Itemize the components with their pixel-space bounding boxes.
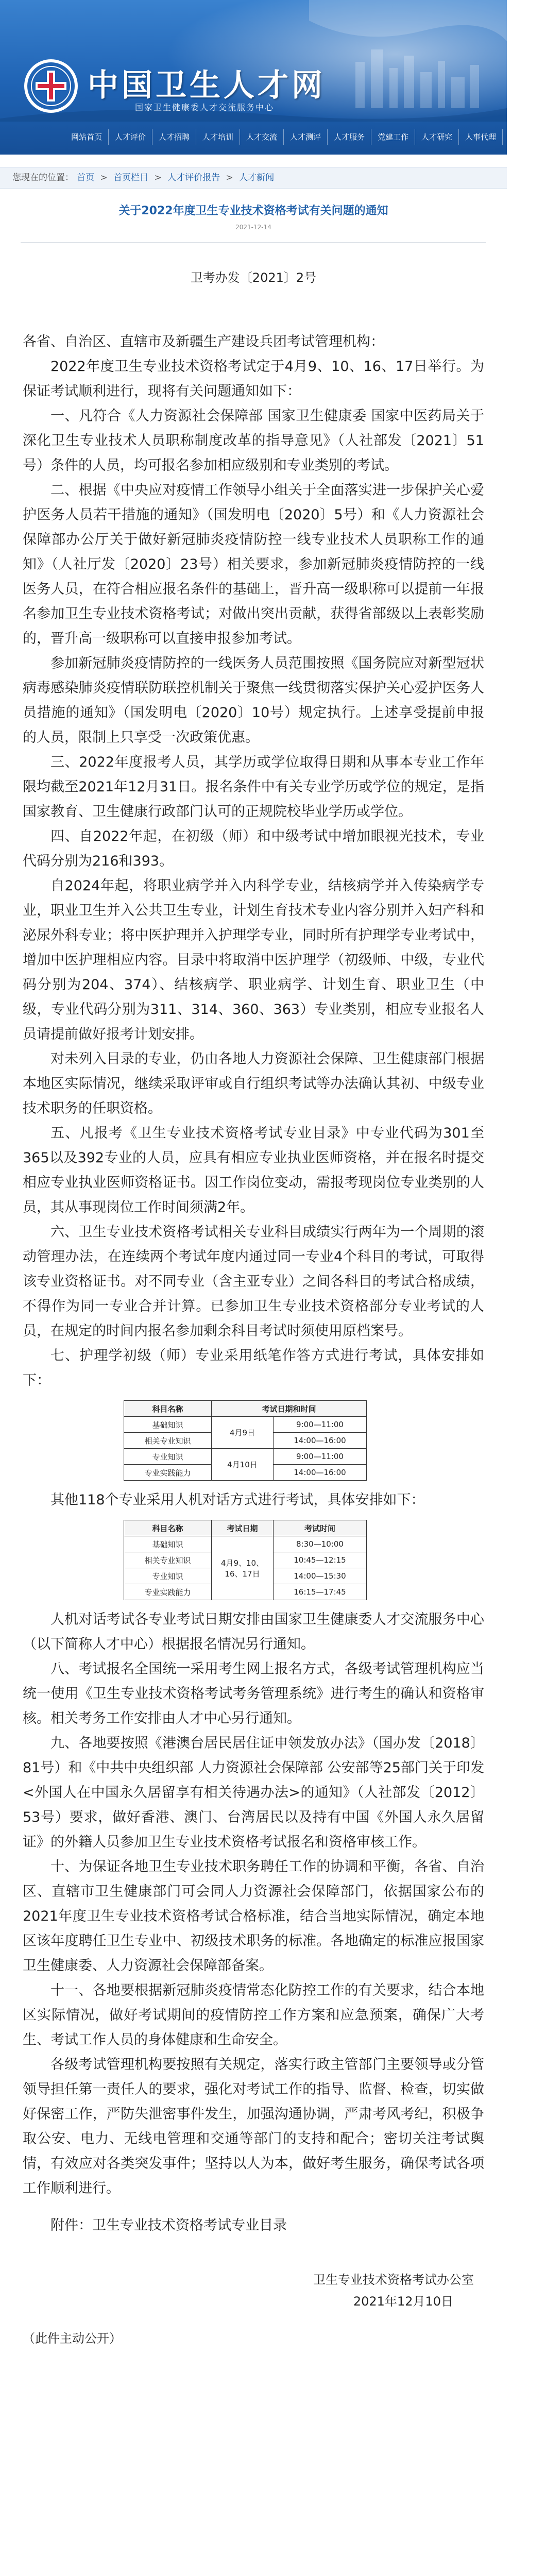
disclosure-note: （此件主动公开） — [23, 2331, 122, 2346]
table-row — [124, 1449, 367, 1465]
table-header-cell: 考试日期 — [212, 1520, 274, 1536]
table-cell: 基础知识 — [124, 1417, 212, 1433]
table-cell: 基础知识 — [124, 1536, 212, 1552]
table-cell: 10:45—12:15 — [274, 1552, 367, 1568]
table-row — [124, 1417, 367, 1433]
table-header-cell: 科目名称 — [124, 1520, 212, 1536]
site-title[interactable]: 中国卫生人才网 — [88, 67, 326, 104]
article-paragraph: 2022年度卫生专业技术资格考试定于4月9、10、16、17日举行。为保证考试顺利进行，现将有关问题通知如下： — [23, 359, 484, 399]
table-cell: 专业知识 — [124, 1568, 212, 1584]
nav-item-research[interactable]: 人才研究 — [415, 129, 459, 145]
signature-org: 卫生专业技术资格考试办公室 — [313, 2273, 474, 2287]
nav-item-training[interactable]: 人才培训 — [196, 129, 240, 145]
breadcrumb-separator: > — [100, 173, 108, 183]
table-header-row — [124, 1520, 367, 1536]
nav-item-home[interactable]: 网站首页 — [65, 129, 109, 145]
title-divider — [21, 242, 486, 243]
breadcrumb — [0, 167, 507, 189]
main-nav — [0, 122, 540, 152]
table-cell: 14:00—16:00 — [274, 1433, 367, 1449]
article-paragraph: 四、自2022年起，在初级（师）和中级考试中增加眼视光技术，专业代码分别为216和393。 — [23, 828, 484, 869]
table-cell: 14:00—15:30 — [274, 1568, 367, 1584]
article-paragraph: 九、各地要按照《港澳台居民居住证申领发放办法》（国办发〔2018〕81号）和《中共中央组织部 人力资源社会保障部 公安部等25部门关于印发<外国人在中国永久居留享有相关待遇办法>的通知》（人社部发〔2012〕53号）要求，做好香港、澳门、台湾居民以及持有中国《外国人永久居留证》的外籍人员参加卫生专业技术资格考试报名和资格审核工作。 — [23, 1735, 484, 1850]
signature-block — [23, 2269, 484, 2312]
breadcrumb-column[interactable]: 首页栏目 — [113, 173, 149, 183]
nav-item-recruitment[interactable]: 人才招聘 — [152, 129, 196, 145]
table-cell: 相关专业知识 — [124, 1552, 212, 1568]
nav-item-about[interactable]: 关于我们 — [509, 132, 540, 142]
article-paragraph: 各级考试管理机构要按照有关规定，落实行政主管部门主要领导或分管领导担任第一责任人的要求，强化对考试工作的指导、监督、检查，切实做好保密工作，严防失泄密事件发生，加强沟通协调，严肃考风考纪，积极争取公安、电力、无线电管理和交通等部门的支持和配合；密切关注考试舆情，有效应对各类突发事件；坚持以人为本，做好考生服务，确保考试各项工作顺利进行。 — [23, 2057, 484, 2196]
table-cell: 专业知识 — [124, 1449, 212, 1465]
article-paragraph: 二、根据《中央应对疫情工作领导小组关于全面落实进一步保护关心爱护医务人员若干措施的通知》（国发明电〔2020〕5号）和《人力资源社会保障部办公厅关于做好新冠肺炎疫情防控一线专业技术人员职称工作的通知》（人社厅发〔2020〕23号）相关要求，参加新冠肺炎疫情防控的一线医务人员，在符合相应报名条件的基础上，晋升高一级职称可以提前一年报名参加卫生专业技术资格考试；对做出突出贡献，获得省部级以上表彰奖励的，晋升高一级职称可以直接申报参加考试。 — [23, 482, 484, 647]
paper-exam-schedule-table — [124, 1400, 367, 1481]
table-row — [124, 1536, 367, 1552]
table-cell: 专业实践能力 — [124, 1465, 212, 1481]
article-paragraph: 各省、自治区、直辖市及新疆生产建设兵团考试管理机构： — [23, 334, 384, 350]
article-paragraph: 三、2022年度报考人员，其学历或学位取得日期和从事本专业工作年限均截至2021年12月31日。报名条件中有关专业学历或学位的规定，是指国家教育、卫生健康行政部门认可的正规院校毕业学历或学位。 — [23, 754, 484, 820]
article-paragraph: 自2024年起，将职业病学并入内科学专业，结核病学并入传染病学专业，职业卫生并入公共卫生专业，计划生育技术专业内容分别并入妇产科和泌尿外科专业；将中医护理并入护理学专业，同时所有护理学专业考试中，增加中医护理相应内容。目录中将取消中医护理学（初级师、中级，专业代码分别为204、374）、结核病学、职业病学、计划生育、职业卫生（中级，专业代码分别为311、314、360、363）专业类别，相应专业报名人员请提前做好报考计划安排。 — [23, 878, 484, 1042]
site-header — [0, 0, 540, 155]
table-cell: 9:00—11:00 — [274, 1449, 367, 1465]
nav-item-evaluation[interactable]: 人才评价 — [109, 129, 152, 145]
table-header-cell: 考试时间 — [274, 1520, 367, 1536]
nav-item-service[interactable]: 人才服务 — [328, 129, 371, 145]
article-paragraph: 对未列入目录的专业，仍由各地人力资源社会保障、卫生健康部门根据本地区实际情况，继续采取评审或自行组织考试等办法确认其初、中级专业技术职务的任职资格。 — [23, 1051, 484, 1116]
logo-emblem-icon — [23, 58, 79, 114]
table-cell: 4月9日 — [212, 1417, 274, 1449]
table-cell: 4月9、10、16、17日 — [212, 1536, 274, 1600]
nav-item-party[interactable]: 党建工作 — [371, 129, 415, 145]
signature-date: 2021年12月10日 — [353, 2294, 453, 2309]
breadcrumb-evaluation[interactable]: 人才评价报告 — [167, 173, 220, 183]
table-cell: 相关专业知识 — [124, 1433, 212, 1449]
breadcrumb-news[interactable]: 人才新闻 — [239, 173, 275, 183]
article-paragraph: 一、凡符合《人力资源社会保障部 国家卫生健康委 国家中医药局关于深化卫生专业技术人员职称制度改革的指导意见》（人社部发〔2021〕51号）条件的人员，均可报名参加相应级别和专业类别的考试。 — [23, 408, 484, 473]
article-paragraph: 十、为保证各地卫生专业技术职务聘任工作的协调和平衡，各省、自治区、直辖市卫生健康部门可会同人力资源社会保障部门，依据国家公布的2021年度卫生专业技术资格考试合格标准，结合当地实际情况，确定本地区该年度聘任卫生专业中、初级技术职务的标准。各地确定的标准应报国家卫生健康委、人力资源社会保障部备案。 — [23, 1859, 484, 1974]
breadcrumb-separator: > — [154, 173, 162, 183]
article-paragraph: 人机对话考试各专业考试日期安排由国家卫生健康委人才交流服务中心（以下简称人才中心）根据报名情况另行通知。 — [23, 1612, 484, 1652]
breadcrumb-home[interactable]: 首页 — [77, 173, 94, 183]
site-subtitle: 国家卫生健康委人才交流服务中心 — [135, 103, 275, 112]
table-cell: 4月10日 — [212, 1449, 274, 1481]
nav-item-exchange[interactable]: 人才交流 — [240, 129, 284, 145]
article-date: 2021-12-14 — [235, 224, 271, 231]
table-cell: 16:15—17:45 — [274, 1584, 367, 1600]
attachment-line[interactable]: 附件：卫生专业技术资格考试专业目录 — [50, 2217, 287, 2233]
table-cell: 14:00—16:00 — [274, 1465, 367, 1481]
table-header-cell: 考试日期和时间 — [212, 1401, 367, 1417]
article-paragraph: 参加新冠肺炎疫情防控的一线医务人员范围按照《国务院应对新型冠状病毒感染肺炎疫情联防联控机制关于聚焦一线贯彻落实保护关心爱护医务人员措施的通知》（国发明电〔2020〕10号）规定执行。上述享受提前申报的人员，限制上只享受一次政策优惠。 — [23, 655, 484, 745]
article-paragraph: 七、护理学初级（师）专业采用纸笔作答方式进行考试，具体安排如下： — [23, 1348, 484, 1388]
breadcrumb-separator: > — [226, 173, 233, 183]
article-body — [0, 330, 507, 2349]
article — [0, 191, 507, 298]
article-paragraph: 五、凡报考《卫生专业技术资格考试专业目录》中专业代码为301至365以及392专业的人员，应具有相应专业执业医师资格，并在报名时提交相应专业执业医师资格证书。因工作岗位变动，需报考现岗位专业类别的人员，其从事现岗位工作时间须满2年。 — [23, 1125, 484, 1215]
article-paragraph: 十一、各地要根据新冠肺炎疫情常态化防控工作的有关要求，结合本地区实际情况，做好考试期间的疫情防控工作方案和应急预案，确保广大考生、考试工作人员的身体健康和生命安全。 — [23, 1982, 484, 2048]
nav-item-assessment[interactable]: 人才测评 — [284, 129, 328, 145]
nav-item-agency[interactable]: 人事代理 — [459, 129, 503, 145]
article-title: 关于2022年度卫生专业技术资格考试有关问题的通知 — [118, 205, 388, 217]
table-header-row — [124, 1401, 367, 1417]
article-paragraph: 八、考试报名全国统一采用考生网上报名方式，各级考试管理机构应当统一使用《卫生专业技术资格考试考务管理系统》进行考生的确认和资格审核。相关考务工作安排由人才中心另行通知。 — [23, 1661, 484, 1726]
table-cell: 8:30—10:00 — [274, 1536, 367, 1552]
table-cell: 专业实践能力 — [124, 1584, 212, 1600]
breadcrumb-prefix: 您现在的位置： — [12, 173, 74, 183]
computer-exam-schedule-table — [124, 1520, 367, 1600]
article-paragraph: 六、卫生专业技术资格考试相关专业科目成绩实行两年为一个周期的滚动管理办法，在连续两个考试年度内通过同一专业4个科目的考试，可取得该专业资格证书。对不同专业（含主亚专业）之间各科目的考试合格成绩，不得作为同一专业合并计算。已参加卫生专业技术资格部分专业考试的人员，在规定的时间内报名参加剩余科目考试时须使用原档案号。 — [23, 1224, 484, 1339]
table-header-cell: 科目名称 — [124, 1401, 212, 1417]
document-number: 卫考办发〔2021〕2号 — [190, 270, 317, 285]
table-cell: 9:00—11:00 — [274, 1417, 367, 1433]
site-logo[interactable] — [23, 58, 79, 114]
article-paragraph: 其他118个专业采用人机对话方式进行考试，具体安排如下： — [50, 1492, 425, 1508]
